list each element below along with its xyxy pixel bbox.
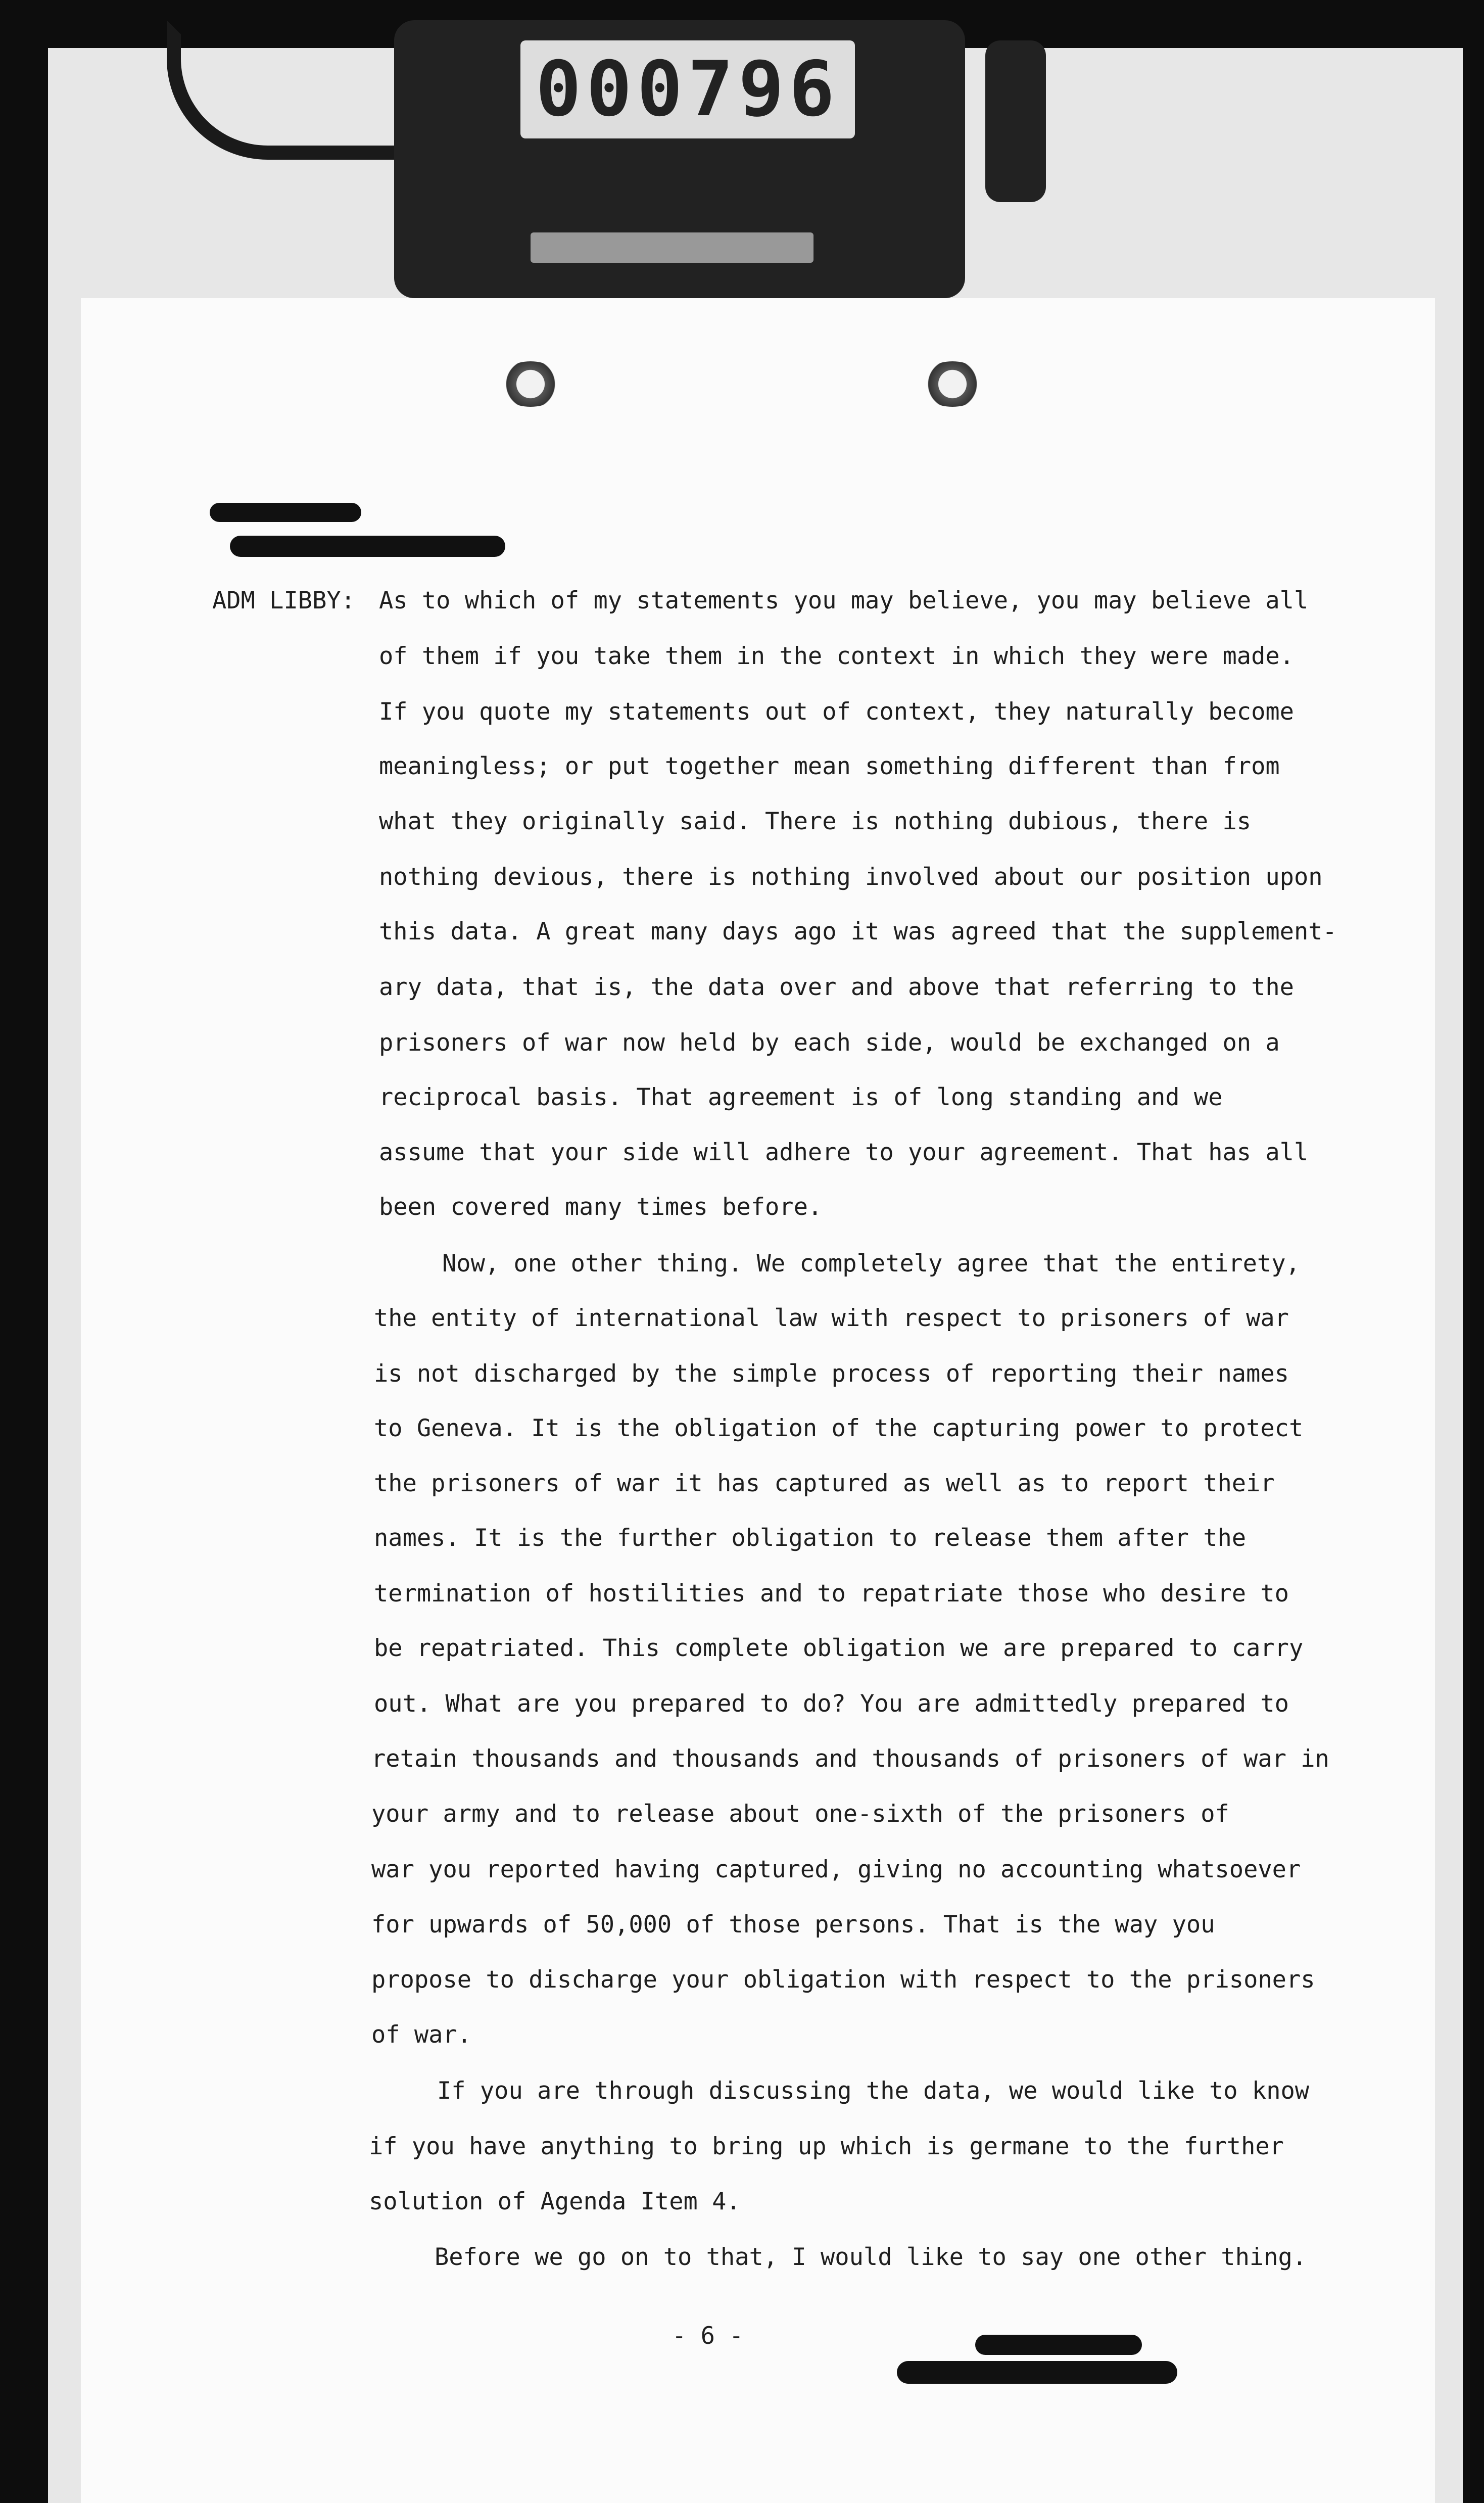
- text-line: meaningless; or put together mean something different than from: [379, 752, 1280, 780]
- redaction-mark: [230, 536, 505, 557]
- text-line: As to which of my statements you may believe, you may believe all: [379, 587, 1309, 615]
- text-line: the prisoners of war it has captured as well as to report their: [374, 1470, 1275, 1497]
- redaction-mark: [975, 2335, 1142, 2355]
- text-line: nothing devious, there is nothing involved about our position upon: [379, 863, 1323, 891]
- document-page: [81, 298, 1435, 2503]
- text-line: if you have anything to bring up which is germane to the further: [369, 2133, 1284, 2160]
- text-line: termination of hostilities and to repatriate those who desire to: [374, 1580, 1289, 1608]
- text-line: the entity of international law with respect to prisoners of war: [374, 1304, 1289, 1332]
- speaker-label: ADM LIBBY:: [212, 587, 355, 615]
- page-number: - 6 -: [672, 2322, 744, 2350]
- text-line: be repatriated. This complete obligation we are prepared to carry: [374, 1634, 1304, 1662]
- text-line: of them if you take them in the context in which they were made.: [379, 642, 1294, 670]
- text-line: Now, one other thing. We completely agree that the entirety,: [442, 1250, 1300, 1278]
- frame-counter-knob: [985, 40, 1046, 202]
- text-line: Before we go on to that, I would like to say one other thing.: [435, 2243, 1307, 2271]
- text-line: for upwards of 50,000 of those persons. That is the way you: [371, 1911, 1215, 1939]
- redaction-mark: [897, 2361, 1177, 2384]
- text-line: this data. A great many days ago it was agreed that the supplement-: [379, 918, 1337, 946]
- redaction-mark: [210, 503, 361, 522]
- text-line: out. What are you prepared to do? You are admittedly prepared to: [374, 1690, 1289, 1718]
- text-line: If you are through discussing the data, we would like to know: [437, 2077, 1310, 2105]
- punch-hole-right: [920, 361, 985, 407]
- text-line: war you reported having captured, giving no accounting whatsoever: [371, 1856, 1301, 1883]
- text-line: solution of Agenda Item 4.: [369, 2188, 741, 2215]
- text-line: names. It is the further obligation to release them after the: [374, 1524, 1247, 1552]
- punch-hole-left: [498, 361, 563, 407]
- text-line: ary data, that is, the data over and above that referring to the: [379, 973, 1294, 1001]
- text-line: If you quote my statements out of context, they naturally become: [379, 698, 1294, 726]
- text-line: been covered many times before.: [379, 1193, 823, 1221]
- text-line: what they originally said. There is nothing dubious, there is: [379, 808, 1252, 835]
- frame-counter-digits: 000796: [520, 40, 855, 138]
- text-line: retain thousands and thousands and thousands of prisoners of war in: [371, 1745, 1329, 1773]
- text-line: is not discharged by the simple process of reporting their names: [374, 1360, 1289, 1388]
- text-line: your army and to release about one-sixth of the prisoners of: [371, 1800, 1229, 1828]
- frame-counter-plate: [531, 232, 813, 263]
- frame-counter: [394, 20, 965, 298]
- text-line: of war.: [371, 2021, 472, 2049]
- text-line: to Geneva. It is the obligation of the capturing power to protect: [374, 1414, 1304, 1442]
- text-line: reciprocal basis. That agreement is of long standing and we: [379, 1083, 1223, 1111]
- text-line: prisoners of war now held by each side, would be exchanged on a: [379, 1029, 1280, 1057]
- text-line: assume that your side will adhere to your agreement. That has all: [379, 1139, 1309, 1166]
- text-line: propose to discharge your obligation with respect to the prisoners: [371, 1966, 1315, 1994]
